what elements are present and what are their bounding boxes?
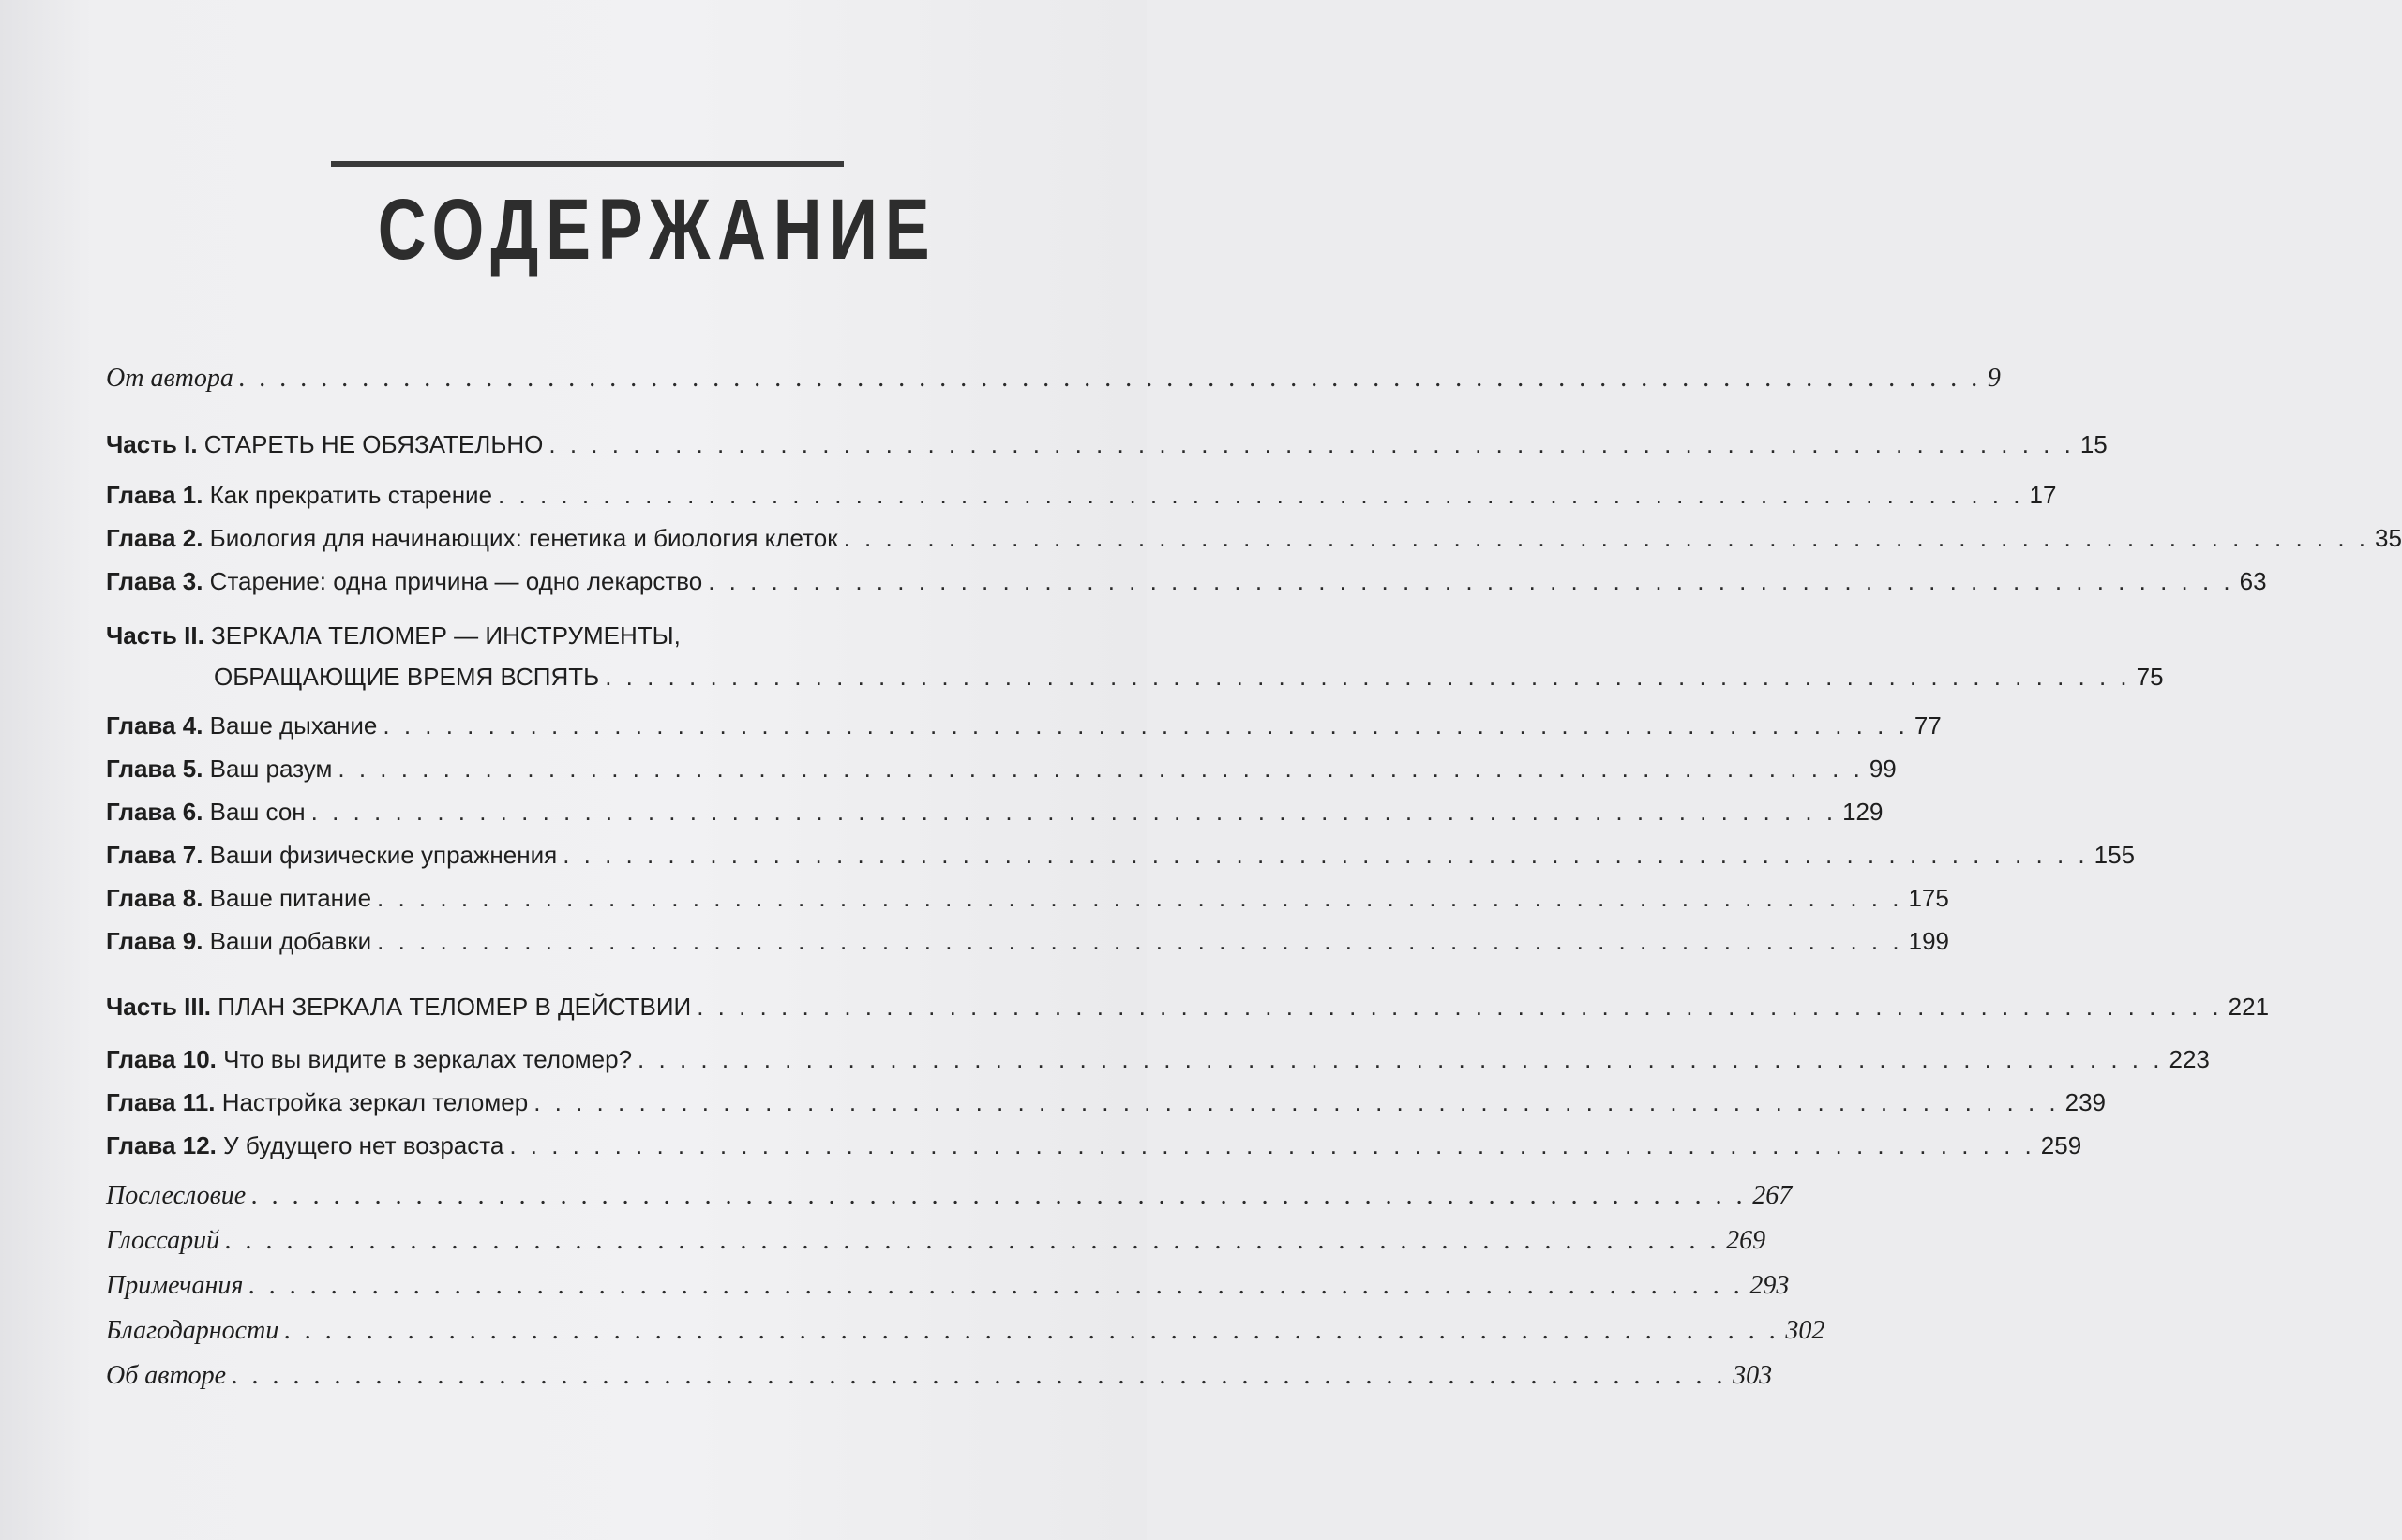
toc-entry-label: Глава 8. [106, 884, 203, 912]
toc-leader-dots: . . . . . . . . . . . . . . . . . . . . . . . . . . . . . . . . . . . . . . . . . . . . . . . . . . . . . . . . . . . . . . . . . . . . . . . . . [248, 1271, 1745, 1300]
toc-entry-title: Биология для начинающих: генетика и биология клеток [203, 524, 838, 552]
toc-entry-title: ПЛАН ЗЕРКАЛА ТЕЛОМЕР В ДЕЙСТВИИ [211, 993, 692, 1021]
toc-page-number: 302 [1785, 1316, 1825, 1345]
toc-entry-acknowledgements [106, 1308, 1825, 1346]
toc-entry-title: СТАРЕТЬ НЕ ОБЯЗАТЕЛЬНО [197, 430, 544, 458]
toc-entry-title: От автора [106, 364, 233, 393]
toc-entry-title: Ваше питание [203, 884, 372, 912]
toc-entry-label: Часть II. [106, 621, 204, 650]
toc-entry-part-2 [106, 620, 1066, 650]
toc-entry-title-cont: ОБРАЩАЮЩИЕ ВРЕМЯ ВСПЯТЬ [214, 663, 600, 691]
toc-page-number: 129 [1842, 798, 1884, 826]
toc-entry-label: Глава 12. [106, 1131, 217, 1159]
toc-page-number: 63 [2239, 567, 2267, 595]
toc-leader-dots: . . . . . . . . . . . . . . . . . . . . . . . . . . . . . . . . . . . . . . . . . . . . . . . . . . . . . . . . . . . . . . . . . . . . . . . . . [383, 711, 1909, 740]
toc-leader-dots: . . . . . . . . . . . . . . . . . . . . . . . . . . . . . . . . . . . . . . . . . . . . . . . . . . . . . . . . . . . . . . . . . . . . . . . . . [697, 993, 2223, 1021]
toc-entry-title: Ваш разум [203, 755, 333, 783]
toc-entry-part-1 [106, 422, 2108, 459]
toc-entry-chapter-6 [106, 789, 1884, 827]
toc-page-number: 9 [1987, 364, 2001, 393]
toc-entry-title: Как прекратить старение [203, 481, 493, 509]
toc-leader-dots: . . . . . . . . . . . . . . . . . . . . . . . . . . . . . . . . . . . . . . . . . . . . . . . . . . . . . . . . . . . . . . . . . . . . . . . . . [232, 1361, 1728, 1390]
toc-entry-label: Глава 4. [106, 711, 203, 740]
toc-page-number: 75 [2136, 663, 2164, 691]
toc-leader-dots: . . . . . . . . . . . . . . . . . . . . . . . . . . . . . . . . . . . . . . . . . . . . . . . . . . . . . . . . . . . . . . . . . . . . . . . . . [498, 481, 2024, 509]
toc-page-number: 199 [1908, 927, 1949, 955]
toc-page-number: 267 [1752, 1181, 1793, 1210]
toc-entry-label: Глава 10. [106, 1045, 217, 1073]
toc-entry-chapter-11 [106, 1080, 2107, 1117]
toc-entry-title: Благодарности [106, 1316, 279, 1345]
toc-page-number: 35 [2375, 524, 2402, 552]
toc-leader-dots: . . . . . . . . . . . . . . . . . . . . . . . . . . . . . . . . . . . . . . . . . . . . . . . . . . . . . . . . . . . . . . . . . . . . . . . . . [251, 1181, 1748, 1210]
toc-entry-title: Старение: одна причина — одно лекарство [203, 567, 703, 595]
toc-leader-dots: . . . . . . . . . . . . . . . . . . . . . . . . . . . . . . . . . . . . . . . . . . . . . . . . . . . . . . . . . . . . . . . . . . . . . . . . . [638, 1045, 2164, 1073]
toc-entry-label: Глава 9. [106, 927, 203, 955]
toc-entry-chapter-10 [106, 1037, 2210, 1074]
toc-leader-dots: . . . . . . . . . . . . . . . . . . . . . . . . . . . . . . . . . . . . . . . . . . . . . . . . . . . . . . . . . . . . . . . . . . . . . . . . . [605, 663, 2131, 691]
toc-leader-dots: . . . . . . . . . . . . . . . . . . . . . . . . . . . . . . . . . . . . . . . . . . . . . . . . . . . . . . . . . . . . . . . . . . . . . . . . . [563, 841, 2089, 869]
toc-entry-notes [106, 1263, 1790, 1301]
toc-leader-dots: . . . . . . . . . . . . . . . . . . . . . . . . . . . . . . . . . . . . . . . . . . . . . . . . . . . . . . . . . . . . . . . . . . . . . . . . . [338, 755, 1864, 783]
toc-page-number: 223 [2169, 1045, 2210, 1073]
toc-entry-chapter-7 [106, 832, 2136, 870]
toc-entry-title: Ваши физические упражнения [203, 841, 558, 869]
toc-page-number: 259 [2040, 1131, 2082, 1159]
toc-leader-dots: . . . . . . . . . . . . . . . . . . . . . . . . . . . . . . . . . . . . . . . . . . . . . . . . . . . . . . . . . . . . . . . . . . . . . . . . . [509, 1131, 2035, 1159]
toc-page-number: 239 [2064, 1088, 2107, 1116]
toc-page-number: 293 [1749, 1271, 1790, 1300]
toc-page-number: 15 [2079, 430, 2108, 458]
toc-page-number: 303 [1733, 1361, 1773, 1390]
toc-entry-title: Глоссарий [106, 1226, 220, 1255]
toc-entry-label: Глава 2. [106, 524, 203, 552]
toc-entry-chapter-4 [106, 703, 1942, 740]
toc-leader-dots: . . . . . . . . . . . . . . . . . . . . . . . . . . . . . . . . . . . . . . . . . . . . . . . . . . . . . . . . . . . . . . . . . . . . . . . . . [377, 884, 1903, 912]
toc-leader-dots: . . . . . . . . . . . . . . . . . . . . . . . . . . . . . . . . . . . . . . . . . . . . . . . . . . . . . . . . . . . . . . . . . . . . . . . . . [310, 798, 1838, 826]
toc-entry-label: Глава 1. [106, 481, 203, 509]
toc-entry-chapter-2 [106, 516, 2402, 553]
toc-entry-title: Об авторе [106, 1361, 227, 1390]
page-title: СОДЕРЖАНИЕ [377, 182, 938, 277]
toc-page-number: 175 [1908, 884, 1949, 912]
toc-entry-part-3 [106, 984, 2270, 1022]
toc-entry-afterword [106, 1174, 1793, 1211]
toc-entry-glossary [106, 1219, 1766, 1256]
title-rule [331, 161, 844, 167]
toc-entry-chapter-3 [106, 559, 2267, 596]
toc-entry-title: Примечания [106, 1271, 244, 1300]
toc-entry-label: Глава 5. [106, 755, 203, 783]
toc-entry-title: Настройка зеркал теломер [215, 1088, 529, 1116]
toc-entry-label: Часть I. [106, 430, 198, 458]
toc-entry-preface [106, 356, 2001, 394]
toc-page-number: 99 [1869, 755, 1897, 783]
toc-leader-dots: . . . . . . . . . . . . . . . . . . . . . . . . . . . . . . . . . . . . . . . . . . . . . . . . . . . . . . . . . . . . . . . . . . . . . . . . . [843, 524, 2370, 552]
toc-page-number: 17 [2029, 481, 2057, 509]
toc-entry-title: Ваши добавки [203, 927, 372, 955]
toc-entry-part-2-line-2 [214, 654, 2164, 692]
toc-leader-dots: . . . . . . . . . . . . . . . . . . . . . . . . . . . . . . . . . . . . . . . . . . . . . . . . . . . . . . . . . . . . . . . . . . . . . . . . . [377, 927, 1903, 955]
toc-entry-title: Послесловие [106, 1181, 247, 1210]
toc-entry-title: Ваше дыхание [203, 711, 378, 740]
toc-leader-dots: . . . . . . . . . . . . . . . . . . . . . . . . . . . . . . . . . . . . . . . . . . . . . . . . . . . . . . . . . . . . . . . . . . . . . . . . . [708, 567, 2234, 595]
toc-entry-chapter-9 [106, 919, 1949, 956]
toc-entry-chapter-12 [106, 1123, 2082, 1160]
toc-entry-title: Ваш сон [203, 798, 306, 826]
toc-entry-label: Глава 11. [106, 1088, 216, 1116]
toc-entry-chapter-5 [106, 746, 1897, 784]
toc-entry-label: Глава 7. [106, 841, 203, 869]
toc-entry-about-author [106, 1353, 1773, 1391]
toc-entry-line-1 [106, 620, 1066, 650]
toc-entry-label: Глава 6. [106, 798, 203, 826]
toc-entry-title: У будущего нет возраста [216, 1131, 504, 1159]
toc-leader-dots: . . . . . . . . . . . . . . . . . . . . . . . . . . . . . . . . . . . . . . . . . . . . . . . . . . . . . . . . . . . . . . . . . . . . . . . . . [284, 1316, 1780, 1345]
toc-entry-label: Глава 3. [106, 567, 203, 595]
toc-page-number: 77 [1914, 711, 1942, 740]
toc-leader-dots: . . . . . . . . . . . . . . . . . . . . . . . . . . . . . . . . . . . . . . . . . . . . . . . . . . . . . . . . . . . . . . . . . . . . . . . . . [533, 1088, 2060, 1116]
toc-page-number: 155 [2094, 841, 2136, 869]
toc-leader-dots: . . . . . . . . . . . . . . . . . . . . . . . . . . . . . . . . . . . . . . . . . . . . . . . . . . . . . . . . . . . . . . . . . . . . . . . . . . . . . . . . . . . . . [238, 364, 1982, 393]
toc-entry-chapter-8 [106, 875, 1949, 913]
toc-entry-title: Что вы видите в зеркалах теломер? [216, 1045, 633, 1073]
toc-page-number: 269 [1726, 1226, 1766, 1255]
toc-entry-chapter-1 [106, 472, 2057, 510]
toc-page-number: 221 [2228, 993, 2270, 1021]
toc-leader-dots: . . . . . . . . . . . . . . . . . . . . . . . . . . . . . . . . . . . . . . . . . . . . . . . . . . . . . . . . . . . . . . . . . . . . . . . . . [225, 1226, 1721, 1255]
toc-entry-title: ЗЕРКАЛА ТЕЛОМЕР — ИНСТРУМЕНТЫ, [203, 621, 681, 650]
toc-leader-dots: . . . . . . . . . . . . . . . . . . . . . . . . . . . . . . . . . . . . . . . . . . . . . . . . . . . . . . . . . . . . . . . . . . . . . . . . . [548, 430, 2075, 458]
toc-entry-label: Часть III. [106, 993, 212, 1021]
